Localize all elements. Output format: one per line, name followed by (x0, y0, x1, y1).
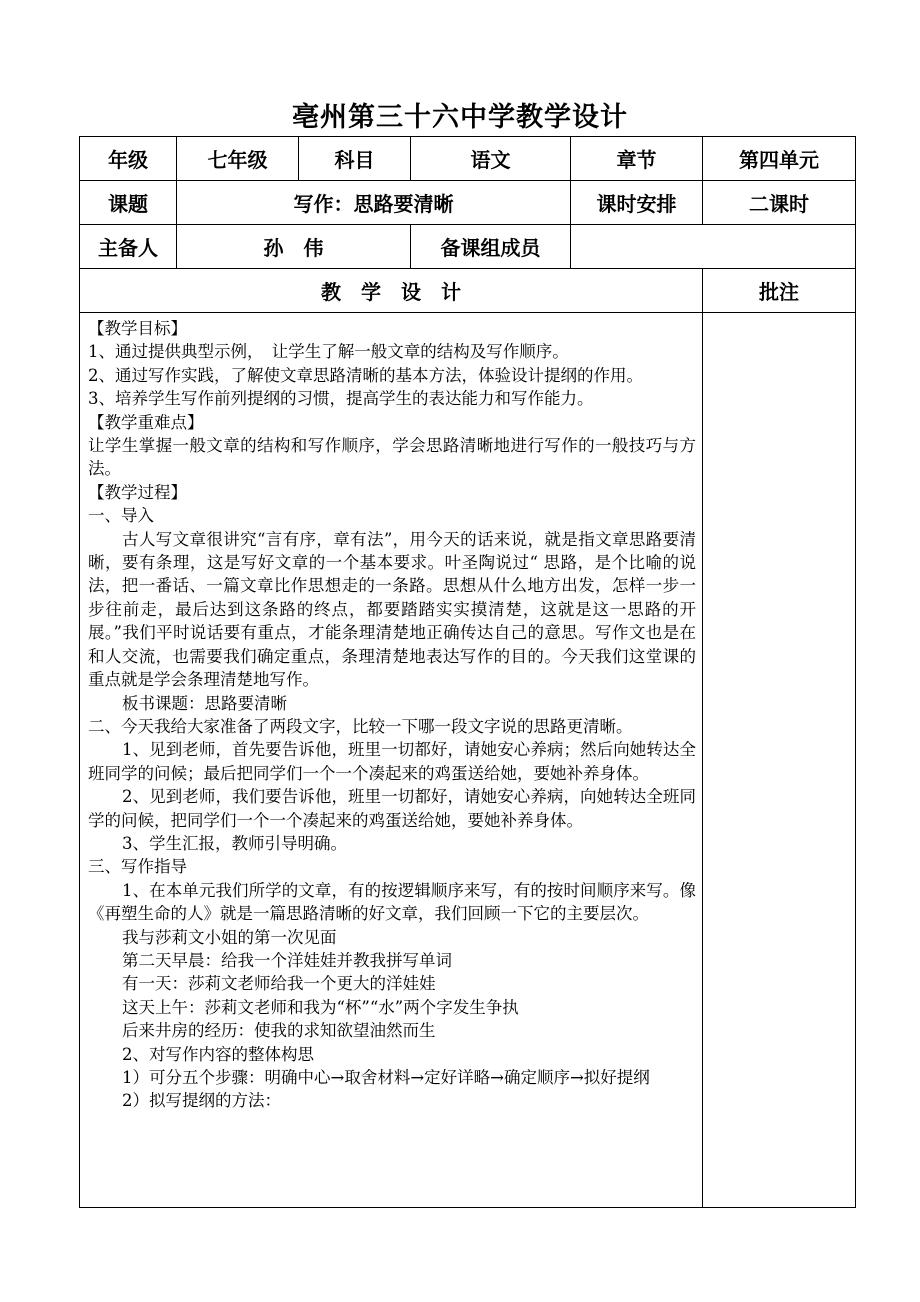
document-title: 亳州第三十六中学教学设计 (292, 102, 628, 133)
outline-item-1: 我与莎莉文小姐的第一次见面 (122, 927, 337, 947)
key-points-heading: 【教学重难点】 (88, 412, 204, 432)
notes-header: 批注 (703, 269, 856, 313)
notes-cell (703, 313, 856, 1208)
paragraph-option-2: 2、见到老师，我们要告诉他，班里一切都好，请她安心养病，向她转达全班同学的问候，把同学们一个一个凑起来的鸡蛋送给她，要她补养身体。 (88, 787, 696, 830)
section-3-heading: 三、写作指导 (88, 857, 187, 877)
guidance-2: 2、对写作内容的整体构思 (122, 1044, 314, 1064)
student-report: 3、学生汇报，教师引导明确。 (122, 833, 347, 853)
objective-1: 1、通过提供典型示例， 让学生了解一般文章的结构及写作顺序。 (88, 342, 569, 362)
design-content (80, 313, 703, 1208)
info-row-1 (80, 137, 856, 181)
preparer-label: 主备人 (80, 225, 177, 269)
grade-label: 年级 (80, 137, 177, 181)
board-topic: 板书课题：思路要清晰 (122, 693, 287, 713)
objective-3: 3、培养学生写作前列提纲的习惯，提高学生的表达能力和写作能力。 (88, 389, 594, 409)
design-header: 教 学 设 计 (80, 269, 703, 313)
key-points-text: 让学生掌握一般文章的结构和写作顺序，学会思路清晰地进行写作的一般技巧与方法。 (88, 436, 696, 479)
content-row (80, 313, 856, 1208)
topic-label: 课题 (80, 181, 177, 225)
chapter-value: 第四单元 (703, 137, 856, 181)
grade-value: 七年级 (177, 137, 299, 181)
outline-item-4: 这天上午：莎莉文老师和我为“杯”“水”两个字发生争执 (122, 997, 519, 1017)
subject-value: 语文 (411, 137, 571, 181)
guidance-1: 1、在本单元我们所学的文章，有的按逻辑顺序来写，有的按时间顺序来写。像《再塑生命的人》就是一篇思路清晰的好文章，我们回顾一下它的主要层次。 (88, 880, 696, 924)
group-value (571, 225, 856, 269)
info-row-2 (80, 181, 856, 225)
subject-label: 科目 (299, 137, 411, 181)
group-label: 备课组成员 (411, 225, 571, 269)
outline-item-2: 第二天早晨：给我一个洋娃娃并教我拼写单词 (122, 950, 452, 970)
hours-value: 二课时 (703, 181, 856, 225)
outline-item-3: 有一天：莎莉文老师给我一个更大的洋娃娃 (122, 974, 436, 994)
section-header-row (80, 269, 856, 313)
section-1-heading: 一、导入 (88, 506, 154, 526)
lesson-plan-table (79, 136, 856, 1208)
process-heading: 【教学过程】 (88, 482, 187, 502)
outline-method: 2）拟写提纲的方法： (122, 1091, 281, 1111)
outline-item-5: 后来井房的经历：使我的求知欲望油然而生 (122, 1021, 436, 1041)
paragraph-option-1: 1、见到老师，首先要告诉他，班里一切都好，请她安心养病；然后向她转达全班同学的问候；最后把同学们一个一个凑起来的鸡蛋送给她，要她补养身体。 (88, 740, 696, 783)
intro-paragraph: 古人写文章很讲究“言有序，章有法”，用今天的话来说，就是指文章思路要清晰，要有条理，这是写好文章的一个基本要求。叶圣陶说过“ 思路，是个比喻的说法，把一番话、一篇文章比作思想走的一条路。思想从什么地方出发，怎样一步一步往前走，最后达到这条路的终点，都要踏踏实实摸清楚，这就是这一思路的开展。”我们平时说话要有重点，才能条理清楚地正确传达自己的意思。写作文也是在和人交流，也需要我们确定重点，条理清楚地表达写作的目的。今天我们这堂课的重点就是学会条理清楚地写作。 (88, 529, 696, 690)
topic-value: 写作：思路要清晰 (177, 181, 571, 225)
five-steps: 1）可分五个步骤：明确中心→取舍材料→定好详略→确定顺序→拟好提纲 (122, 1068, 650, 1087)
objectives-heading: 【教学目标】 (88, 319, 187, 338)
info-row-3 (80, 225, 856, 269)
preparer-value: 孙 伟 (177, 225, 411, 269)
chapter-label: 章节 (571, 137, 703, 181)
objective-2: 2、通过写作实践，了解使文章思路清晰的基本方法，体验设计提纲的作用。 (88, 365, 643, 385)
hours-label: 课时安排 (571, 181, 703, 225)
section-2-heading: 二、今天我给大家准备了两段文字，比较一下哪一段文字说的思路更清晰。 (88, 716, 633, 736)
